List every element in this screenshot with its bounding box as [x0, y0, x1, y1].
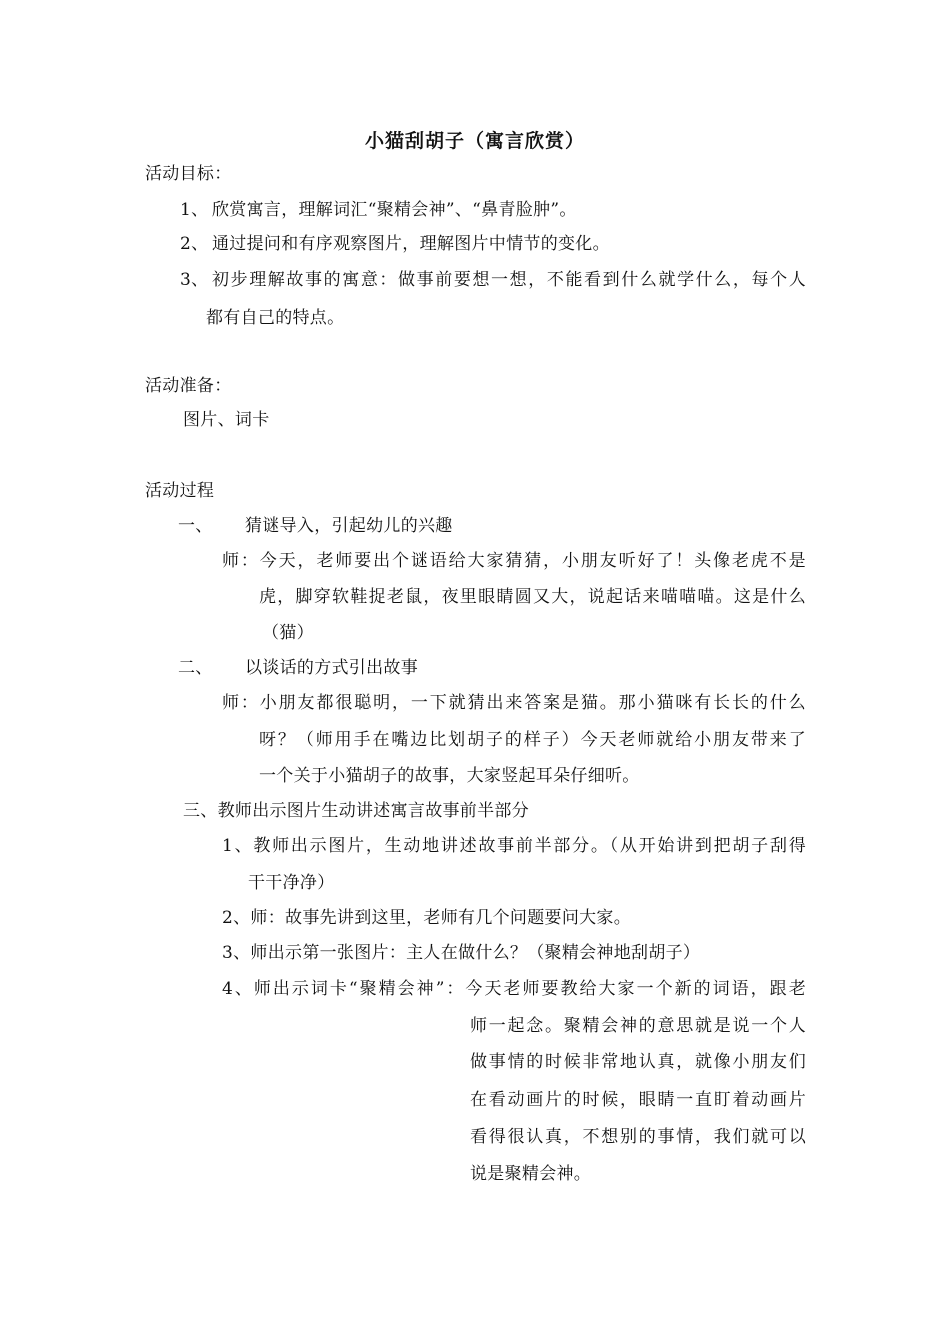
step-2-line-3: 一个关于小猫胡子的故事，大家竖起耳朵仔细听。: [259, 766, 640, 786]
step-3-sub-1-continuation: 干干净净）: [248, 873, 335, 893]
step-3-sub-4-line-6: 说是聚精会神。: [470, 1164, 592, 1184]
goals-heading: 活动目标：: [145, 164, 232, 184]
step-3-sub-1: 1、教师出示图片，生动地讲述故事前半部分。（从开始讲到把胡子刮得: [222, 836, 806, 856]
step-3-sub-2: 2、师：故事先讲到这里，老师有几个问题要问大家。: [222, 908, 632, 928]
step-3-sub-4: 4、师出示词卡“聚精会神”：今天老师要教给大家一个新的词语，跟老: [222, 979, 806, 999]
step-2-line-2: 呀？（师用手在嘴边比划胡子的样子）今天老师就给小朋友带来了: [259, 730, 806, 750]
process-heading: 活动过程: [145, 481, 215, 501]
goal-2-number: 2、: [180, 234, 209, 254]
step-3-sub-3: 3、师出示第一张图片：主人在做什么？（聚精会神地刮胡子）: [222, 943, 701, 963]
goal-1-number: 1、: [180, 200, 209, 220]
prep-heading: 活动准备：: [145, 376, 232, 396]
step-1-title: 猜谜导入，引起幼儿的兴趣: [245, 516, 453, 536]
step-2-title: 以谈话的方式引出故事: [245, 658, 418, 678]
step-3-sub-4-line-3: 做事情的时候非常地认真，就像小朋友们: [470, 1052, 806, 1072]
goal-1-text: 欣赏寓言，理解词汇“聚精会神”、“鼻青脸肿”。: [212, 200, 577, 220]
step-1-number: 一、: [178, 516, 213, 536]
step-1-line-1: 师：今天，老师要出个谜语给大家猜猜，小朋友听好了！头像老虎不是: [222, 551, 806, 571]
goal-3-continuation: 都有自己的特点。: [206, 308, 345, 328]
step-3-sub-4-line-4: 在看动画片的时候，眼睛一直盯着动画片: [470, 1090, 806, 1110]
step-3-sub-4-line-2: 师一起念。聚精会神的意思就是说一个人: [470, 1016, 806, 1036]
step-3-sub-4-line-5: 看得很认真，不想别的事情，我们就可以: [470, 1127, 806, 1147]
prep-materials: 图片、词卡: [183, 410, 270, 430]
goal-3-number: 3、: [180, 270, 209, 290]
step-2-number: 二、: [178, 658, 213, 678]
step-1-line-2: 虎，脚穿软鞋捉老鼠，夜里眼睛圆又大，说起话来喵喵喵。这是什么: [259, 587, 806, 607]
step-2-line-1: 师：小朋友都很聪明，一下就猜出来答案是猫。那小猫咪有长长的什么: [222, 693, 806, 713]
step-1-line-3: （猫）: [262, 623, 314, 643]
goal-3-text: 初步理解故事的寓意：做事前要想一想，不能看到什么就学什么，每个人: [212, 270, 806, 290]
document-title: 小猫刮胡子（寓言欣赏）: [364, 130, 585, 152]
goal-2-text: 通过提问和有序观察图片，理解图片中情节的变化。: [212, 234, 610, 254]
step-3-title: 三、教师出示图片生动讲述寓言故事前半部分: [183, 801, 529, 821]
